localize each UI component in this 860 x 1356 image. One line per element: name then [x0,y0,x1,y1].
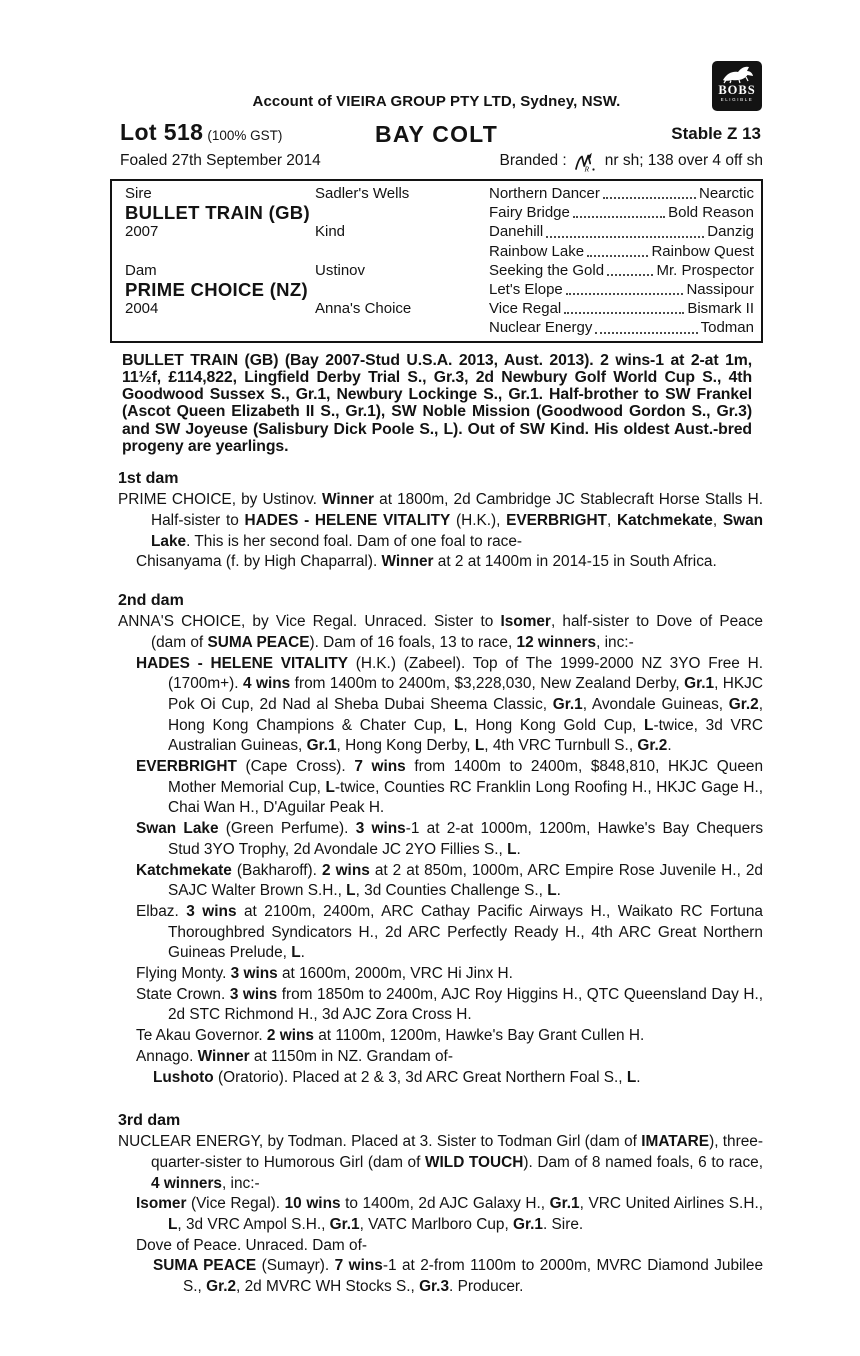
pedigree-paragraph: Lushoto (Oratorio). Placed at 2 & 3, 3d ARC Great Northern Foal S., L. [153,1068,641,1086]
gen3-parent: Rainbow Quest [651,242,754,260]
gen3-row [489,280,761,299]
gen3-name: Nuclear Energy [489,319,593,337]
gen3-parent: Bold Reason [668,204,754,222]
pedigree-paragraph: NUCLEAR ENERGY, by Todman. Placed at 3. Sister to Todman Girl (dam of IMATARE), three-quarter-sister to Humorous Girl (dam of WILD TOUCH). Dam of 8 named foals, 6 to race, 4 winners, inc:- [118,1133,763,1192]
gen3-row [489,222,761,241]
pedigree-paragraph: Katchmekate (Bakharoff). 2 wins at 2 at 850m, 1000m, ARC Empire Rose Juvenile H., 2d SAJC Walter Brown S.H., L, 3d Counties Challenge S., L. [136,861,763,900]
page-content [110,0,763,1298]
branded-detail: nr sh; 138 over 4 off sh [604,152,763,169]
pedigree-paragraph: Chisanyama (f. by High Chaparral). Winner at 2 at 1400m in 2014-15 in South Africa. [136,553,717,571]
section-heading-2nd-dam: 2nd dam [118,592,184,610]
pedigree-paragraph: Dove of Peace. Unraced. Dam of- [136,1236,367,1254]
gen3-name: Vice Regal [489,300,562,318]
leader-dots [595,332,697,334]
pedigree-table [110,179,763,343]
pedigree-paragraph: Te Akau Governor. 2 wins at 1100m, 1200m, Hawke's Bay Grant Cullen H. [136,1027,645,1045]
gen3-name: Rainbow Lake [489,242,585,260]
foaled-row [110,152,763,173]
dam-year: 2004 [125,300,159,318]
gen3-parent: Danzig [707,223,754,241]
pedigree-paragraph: HADES - HELENE VITALITY (H.K.) (Zabeel). Top of The 1999-2000 NZ 3YO Free H. (1700m+). 4 wins from 1400m to 2400m, $3,228,030, New Zealand Derby, Gr.1, HKJC Pok Oi Cup, 2d Nad al Sheba Dubai Sheema Classic, Gr.1, Avondale Guineas, Gr.2, Hong Kong Champions & Chater Cup, L, Hong Kong Gold Cup, L-twice, 3d VRC Australian Guineas, Gr.1, Hong Kong Derby, L, 4th VRC Turnbull S., Gr.2. [136,654,764,755]
pedigree-paragraph: State Crown. 3 wins from 1850m to 2400m, AJC Roy Higgins H., QTC Queensland Day H., 2d STC Richmond H., 3d AJC Zora Cross H. [136,985,763,1024]
leader-dots [607,274,653,276]
gen3-row [489,299,761,318]
gen3-parent: Bismark II [687,300,754,318]
stable-number: Stable Z 13 [671,124,761,143]
leader-dots [566,293,684,295]
bobs-logo-subtext: ELIGIBLE [720,97,754,102]
gen3-name: Seeking the Gold [489,261,605,279]
dam-label: Dam [125,261,157,279]
leader-dots [546,236,704,238]
gen3-row [489,203,761,222]
dam-dam: Anna's Choice [315,300,412,318]
pedigree-paragraph: Annago. Winner at 1150m in NZ. Grandam of- [136,1047,453,1065]
gen3-parent: Nassipour [686,280,754,298]
sire-name: BULLET TRAIN (GB) [125,202,310,224]
foaled-date: Foaled 27th September 2014 [120,152,321,169]
gen3-name: Let's Elope [489,280,563,298]
gen3-parent: Mr. Prospector [656,261,754,279]
gen3-parent: Todman [700,319,754,337]
dam-sire: Ustinov [315,261,366,279]
gen3-name: Fairy Bridge [489,204,570,222]
section-heading-3rd-dam: 3rd dam [118,1112,181,1130]
branded-info [499,152,763,173]
svg-text:R: R [584,164,589,173]
dam-name: PRIME CHOICE (NZ) [125,278,308,300]
sire-summary: BULLET TRAIN (GB) (Bay 2007-Stud U.S.A. 2013, Aust. 2013). 2 wins-1 at 2-at 1m, 11½f, £114,822, Lingfield Derby Trial S., Gr.3, 2d Newbury Golf World Cup S., 4th Goodwood Sussex S., Gr.1, Newbury Lockinge S., Gr.1. Half-brother to SW Frankel (Ascot Queen Elizabeth II S., Gr.1), SW Noble Mission (Goodwood Gordon S., Gr.3) and SW Joyeuse (Salisbury Dick Poole S., L). Out of SW Kind. His oldest Aust.-bred progeny are yearlings. [122,351,752,455]
branded-label: Branded : [499,152,567,169]
pedigree-paragraph: EVERBRIGHT (Cape Cross). 7 wins from 1400m to 2400m, $848,810, HKJC Queen Mother Memorial Cup, L-twice, Counties RC Franklin Long Roofing H., HKJC Gage H., Chai Wan H., D'Aguilar Peak H. [136,758,764,817]
gen3-row [489,242,761,261]
pedigree-paragraph: Isomer (Vice Regal). 10 wins to 1400m, 2d AJC Galaxy H., Gr.1, VRC United Airlines S.H., L, 3d VRC Ampol S.H., Gr.1, VATC Marlboro Cup, Gr.1. Sire. [136,1195,763,1234]
pedigree-paragraph: Flying Monty. 3 wins at 1600m, 2000m, VRC Hi Jinx H. [136,965,513,983]
pedigree-paragraph: Swan Lake (Green Perfume). 3 wins-1 at 2-at 1000m, 1200m, Hawke's Bay Chequers Stud 3YO Trophy, 2d Avondale JC 2YO Fillies S., L. [136,820,764,858]
gen3-parent: Nearctic [698,184,754,202]
sire-sire: Sadler's Wells [315,185,410,202]
leader-dots [587,255,648,257]
leader-dots [573,216,665,218]
account-line: Account of VIEIRA GROUP PTY LTD, Sydney, NSW. [252,93,621,110]
sire-year: 2007 [125,223,159,241]
horse-title: BAY COLT [375,121,498,147]
pedigree-paragraph: Elbaz. 3 wins at 2100m, 2400m, ARC Cathay Pacific Airways H., Waikato RC Fortuna Thoroughbred Syndicators H., 2d ARC Perfectly Ready H., 4th ARC Great Northern Guineas Prelude, L. [136,902,763,962]
pedigree-paragraph: SUMA PEACE (Sumayr). 7 wins-1 at 2-from 1100m to 2000m, MVRC Diamond Jubilee S., Gr.2, 2d MVRC WH Stocks S., Gr.3. Producer. [153,1257,764,1296]
gen3-row [489,184,761,203]
gst-note: (100% GST) [207,128,283,143]
gen3-row [489,318,761,337]
sire-label: Sire [125,185,152,202]
leader-dots [564,312,684,314]
pedigree-paragraph: PRIME CHOICE, by Ustinov. Winner at 1800m, 2d Cambridge JC Stablecraft Horse Stalls H. Half-sister to HADES - HELENE VITALITY (H.K.), EVERBRIGHT, Katchmekate, Swan Lake. This is her second foal. Dam of one foal to race- [118,491,764,550]
lot-number: Lot 518 [120,119,204,145]
gen3-row [489,261,761,280]
section-heading-1st-dam: 1st dam [118,470,179,488]
lot-row [110,119,763,149]
gen3-name: Danehill [489,223,544,241]
pedigree-paragraph: ANNA'S CHOICE, by Vice Regal. Unraced. Sister to Isomer, half-sister to Dove of Peace (dam of SUMA PEACE). Dam of 16 foals, 13 to race, 12 winners, inc:- [118,613,763,651]
gen3-name: Northern Dancer [489,184,600,202]
bobs-logo-text: BOBS [718,83,756,97]
brand-mark-icon [574,152,599,173]
leader-dots [603,197,696,199]
sire-dam: Kind [315,223,346,241]
